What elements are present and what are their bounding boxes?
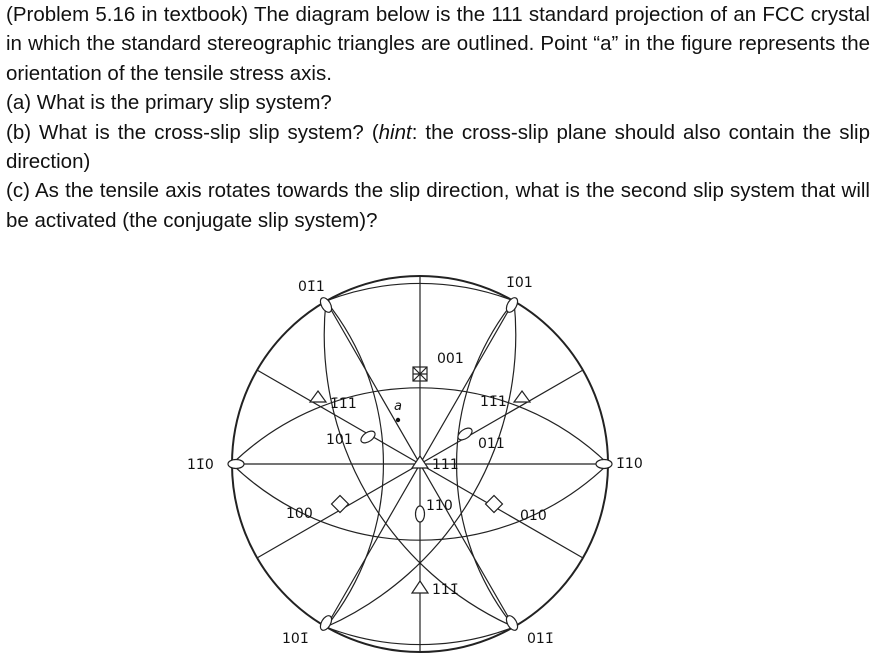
pole-label-11m1: 111̄ xyxy=(432,582,459,598)
pole-label-001: 001 xyxy=(437,351,464,367)
pole-100-diamond xyxy=(332,496,349,513)
problem-part-c: (c) As the tensile axis rotates towards the slip direction, what is the second slip system that will be activated (the conjugate slip system)? xyxy=(6,179,870,232)
pole-label-100: 100 xyxy=(286,506,313,522)
pole-101-ellipse xyxy=(359,429,377,446)
pole-m110-ellipse xyxy=(596,460,612,469)
pole-label-1m10: 11̄0 xyxy=(187,457,214,473)
point-a-label: a xyxy=(394,399,402,414)
pole-label-01m1: 011̄ xyxy=(527,631,554,647)
part-b-text: (b) What is the cross-slip slip system? ( xyxy=(6,120,379,144)
pole-label-m1m11: 1̄1̄1 xyxy=(330,396,357,412)
part-b-text-end: : the cross-slip plane should also contain the slip direction) xyxy=(6,120,870,174)
point-a-marker xyxy=(396,418,400,422)
pole-1m11-triangle xyxy=(514,391,530,402)
problem-intro: (Problem 5.16 in textbook) The diagram below is the 111 standard projection of an FCC crystal in which the standard stereographic triangles are outlined. Point “a” in the figure represents the orientation of the tensile stress axis. xyxy=(6,3,870,85)
pole-001-cross xyxy=(413,367,427,381)
pole-label-1m11: 11̄1 xyxy=(480,394,507,410)
pole-label-10m1: 101̄ xyxy=(282,631,309,647)
pole-m1m11-triangle xyxy=(310,391,326,402)
pole-label-010: 010 xyxy=(520,508,547,524)
pole-label-0m11: 01̄1 xyxy=(298,279,325,295)
pole-label-111: 111 xyxy=(432,457,459,473)
pole-label-011: 011 xyxy=(478,436,505,452)
pole-110-ellipse xyxy=(416,506,425,522)
problem-part-a: (a) What is the primary slip system? xyxy=(6,91,332,115)
pole-1m10-ellipse xyxy=(228,460,244,469)
pole-label-110: 110 xyxy=(426,498,453,514)
part-b-hint: hint xyxy=(378,120,412,144)
pole-111-triangle xyxy=(412,456,428,468)
pole-label-m110: 1̄10 xyxy=(616,456,643,472)
pole-label-m101: 1̄01 xyxy=(506,275,533,291)
pole-11m1-triangle xyxy=(412,581,428,593)
pole-label-101: 101 xyxy=(326,432,353,448)
